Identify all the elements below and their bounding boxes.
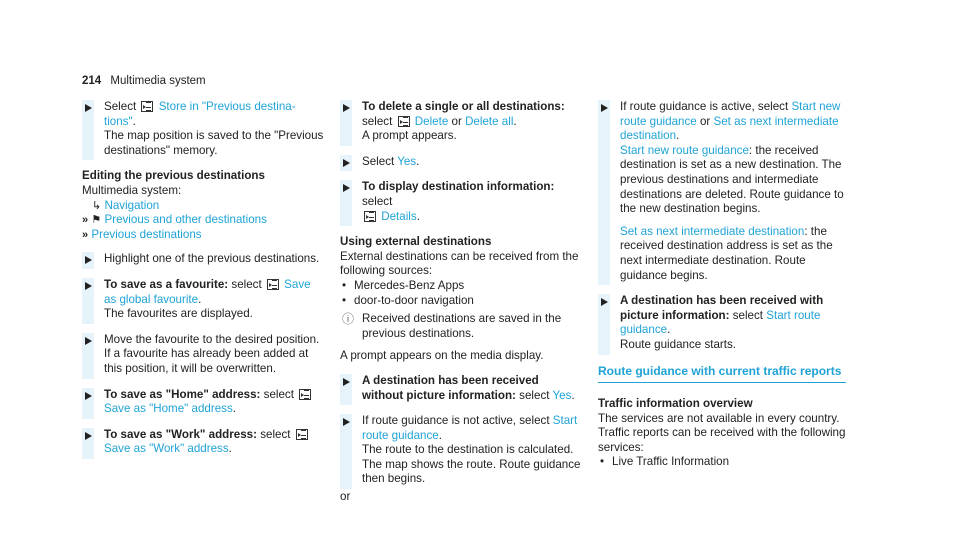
arrow-right-icon bbox=[343, 159, 350, 167]
yes-link[interactable]: Yes bbox=[552, 388, 572, 402]
arrow-right-icon bbox=[85, 282, 92, 290]
punct: . bbox=[228, 442, 232, 456]
step-text: select bbox=[362, 114, 393, 128]
arrow-right-icon bbox=[343, 378, 350, 386]
arrow-right-icon bbox=[85, 432, 92, 440]
start-new-guidance-link[interactable]: Start new route guidance bbox=[620, 100, 841, 128]
page-number: 214 bbox=[82, 75, 102, 87]
menu-icon bbox=[296, 429, 308, 440]
arrow-right-icon bbox=[601, 104, 608, 112]
step-text: select bbox=[732, 308, 764, 322]
arrow-right-icon bbox=[85, 392, 92, 400]
or-text: or bbox=[340, 490, 351, 504]
step-start-guidance bbox=[340, 414, 582, 487]
page-title: Multimedia system bbox=[110, 75, 206, 87]
set-intermediate-link[interactable]: Set as next intermediate destination bbox=[620, 224, 805, 238]
step-text: or bbox=[451, 114, 462, 128]
step-active-guidance bbox=[598, 100, 846, 283]
arrow-right-icon bbox=[85, 256, 92, 264]
delete-all-link[interactable]: Delete all bbox=[465, 114, 514, 128]
note bbox=[340, 312, 582, 341]
column-1 bbox=[82, 100, 324, 468]
system-label: Multimedia system: bbox=[82, 183, 182, 197]
step-title: A destination has been received with picture information: bbox=[620, 294, 824, 322]
step-text: Highlight one of the previous destinations. bbox=[104, 252, 320, 266]
step-title: A destination has been received without picture information: bbox=[362, 373, 539, 402]
save-home-link[interactable]: Save as "Home" address bbox=[104, 402, 233, 416]
heading-external: Using external destinations bbox=[340, 235, 492, 249]
step-text: Select bbox=[362, 154, 395, 168]
step-title: To delete a single or all destinations: bbox=[362, 100, 565, 113]
arrow-right-icon bbox=[343, 104, 350, 112]
navigation-arrow-icon: ↳ bbox=[92, 199, 102, 212]
nav-path-3 bbox=[82, 228, 324, 243]
step-work bbox=[82, 428, 324, 457]
note-text: Received destinations are saved in the previous destinations. bbox=[362, 312, 562, 340]
menu-icon bbox=[299, 389, 311, 400]
step-text: Route guidance starts. bbox=[620, 337, 737, 351]
step-highlight bbox=[82, 252, 324, 267]
previous-destinations-link[interactable]: Previous destinations bbox=[91, 227, 202, 241]
arrow-right-icon bbox=[85, 104, 92, 112]
store-previous-link[interactable]: Store in "Previous destina-tions" bbox=[104, 100, 296, 128]
punct: . bbox=[676, 129, 680, 143]
arrow-right-icon bbox=[601, 298, 608, 306]
traffic-text: Traffic reports can be received with the following services: bbox=[598, 426, 846, 454]
details-link[interactable]: Details bbox=[381, 209, 417, 223]
step-text: The map position is saved to the "Previous destinations" memory. bbox=[104, 129, 324, 157]
step-text: select bbox=[263, 387, 294, 401]
step-favourite bbox=[82, 278, 324, 322]
column-3 bbox=[598, 100, 846, 470]
step-text: A prompt appears. bbox=[362, 129, 457, 143]
set-intermediate-link[interactable]: Set as next intermediate destination bbox=[620, 114, 839, 143]
heading-traffic: Traffic information overview bbox=[598, 397, 753, 411]
step-move bbox=[82, 333, 324, 377]
step-store bbox=[82, 100, 324, 158]
bullet-item: • door-to-door navigation bbox=[340, 294, 582, 309]
start-route-guidance-link[interactable]: Start route guidance bbox=[362, 414, 578, 442]
double-chevron-icon: » bbox=[82, 214, 89, 227]
arrow-right-icon bbox=[85, 337, 92, 345]
punct: . bbox=[132, 114, 136, 128]
step-no-picture bbox=[340, 374, 582, 403]
step-with-picture bbox=[598, 294, 846, 352]
punct: . bbox=[667, 323, 671, 337]
step-details bbox=[340, 180, 582, 224]
step-home bbox=[82, 388, 324, 417]
step-title: To save as "Work" address: bbox=[104, 427, 257, 441]
step-title: To save as a favourite: bbox=[104, 277, 229, 291]
step-text: The route to the destination is calculated. The map shows the route. Route guidance then begins. bbox=[362, 443, 581, 486]
punct: . bbox=[513, 114, 517, 128]
step-text: The favourites are displayed. bbox=[104, 307, 253, 321]
save-favourite-link[interactable]: Save as global favourite bbox=[104, 277, 311, 306]
save-work-link[interactable]: Save as "Work" address bbox=[104, 442, 229, 456]
step-text: select bbox=[231, 277, 262, 291]
step-text: select bbox=[519, 388, 550, 402]
section-heading: Route guidance with current traffic reports bbox=[598, 364, 846, 384]
nav-path-1 bbox=[82, 199, 324, 214]
step-text: : the received destination address is set as the next intermediate destination. Route guidance begins. bbox=[620, 224, 833, 282]
bullet-item: • Live Traffic Information bbox=[598, 455, 846, 470]
step-delete bbox=[340, 100, 582, 144]
step-text: If route guidance is active, select bbox=[620, 100, 789, 113]
start-new-guidance-link[interactable]: Start new route guidance bbox=[620, 143, 749, 157]
prompt-text: A prompt appears on the media display. bbox=[340, 349, 544, 363]
step-title: To save as "Home" address: bbox=[104, 387, 261, 401]
menu-icon bbox=[141, 101, 153, 112]
arrow-right-icon bbox=[343, 184, 350, 192]
step-text: select bbox=[260, 427, 291, 441]
step-text: select bbox=[362, 194, 393, 208]
punct: . bbox=[571, 388, 575, 402]
delete-link[interactable]: Delete bbox=[414, 114, 449, 128]
heading-editing: Editing the previous destinations bbox=[82, 169, 265, 183]
menu-icon bbox=[267, 279, 279, 290]
step-text: : the received destination is set as a new destination. The previous destinations and intermediate destinations are deleted. Route guidance to the new destination begins. bbox=[620, 143, 844, 216]
column-2 bbox=[340, 100, 582, 505]
punct: . bbox=[438, 428, 442, 442]
start-route-guidance-link[interactable]: Start route guidance bbox=[620, 308, 821, 337]
step-text: Select bbox=[104, 100, 137, 113]
punct: . bbox=[232, 402, 236, 416]
double-chevron-icon: » bbox=[82, 228, 89, 241]
step-text: or bbox=[699, 114, 711, 128]
navigation-link[interactable]: Navigation bbox=[104, 198, 160, 212]
punct: . bbox=[198, 292, 202, 306]
external-text: External destinations can be received from the following sources: bbox=[340, 249, 579, 278]
info-icon: ⓘ bbox=[342, 312, 355, 327]
step-text: If route guidance is not active, select bbox=[362, 414, 550, 428]
page-header bbox=[82, 74, 206, 89]
menu-icon bbox=[398, 116, 410, 127]
traffic-text: The services are not available in every country. bbox=[598, 411, 840, 425]
punct: . bbox=[416, 154, 420, 168]
arrow-right-icon bbox=[343, 418, 350, 426]
previous-other-link[interactable]: Previous and other destinations bbox=[104, 213, 267, 227]
step-select-yes bbox=[340, 155, 582, 170]
punct: . bbox=[416, 209, 420, 223]
flag-icon: ⚑ bbox=[91, 214, 102, 227]
step-bar bbox=[598, 100, 610, 285]
yes-link[interactable]: Yes bbox=[397, 154, 417, 168]
nav-path-2 bbox=[82, 213, 324, 228]
bullet-item: • Mercedes-Benz Apps bbox=[340, 279, 582, 294]
menu-icon bbox=[364, 211, 376, 222]
step-text: Move the favourite to the desired position. If a favourite has already been added at this position, it will be overwritten. bbox=[104, 332, 320, 375]
step-title: To display destination information: bbox=[362, 180, 555, 194]
